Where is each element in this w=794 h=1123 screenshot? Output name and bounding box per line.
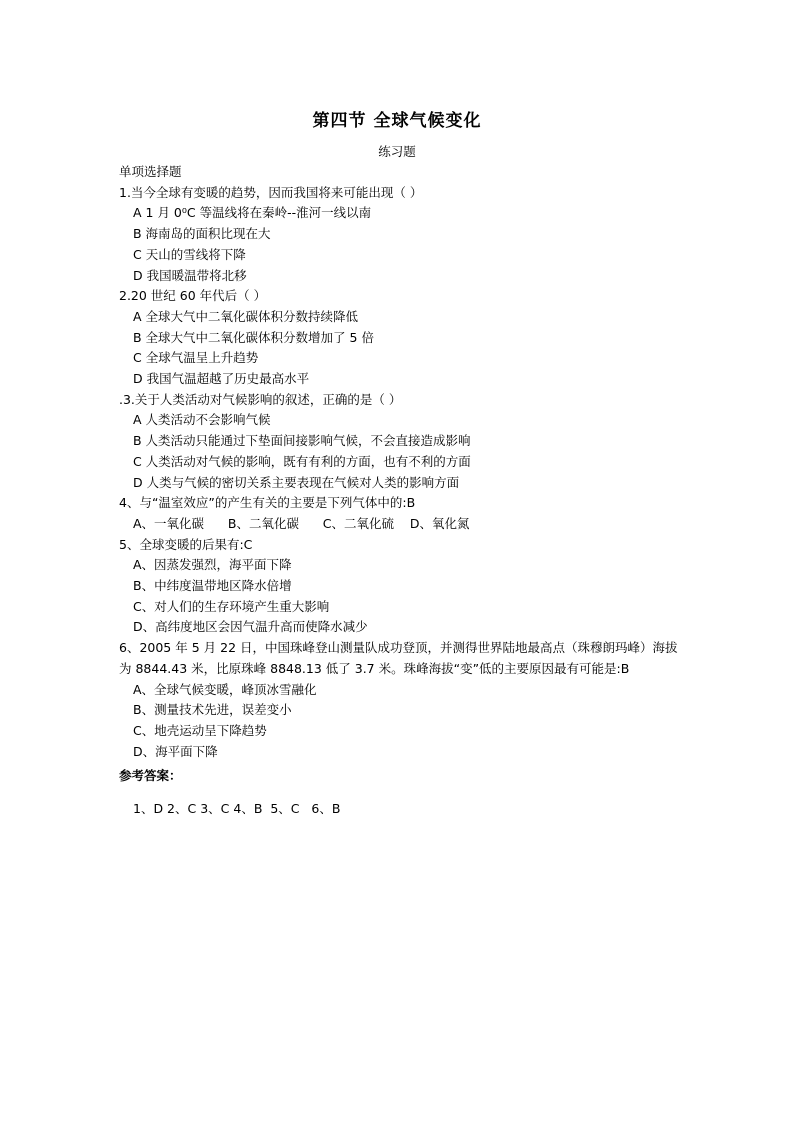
question-option: A 1 月 0⁰C 等温线将在秦岭--淮河一线以南 <box>133 205 372 221</box>
question-option: A 人类活动不会影响气候 <box>133 412 271 428</box>
question-option: C 天山的雪线将下降 <box>133 246 246 262</box>
question-stem: 5、全球变暖的后果有:C <box>119 536 253 552</box>
question-option: D 我国暖温带将北移 <box>133 267 247 283</box>
page-title: 第四节 全球气候变化 <box>312 111 482 131</box>
question-option: D、海平面下降 <box>133 743 218 759</box>
question-stem: .3.关于人类活动对气候影响的叙述，正确的是（ ） <box>119 391 402 407</box>
answers-heading: 参考答案： <box>119 768 182 784</box>
question-4 <box>119 493 689 534</box>
question-option: D、高纬度地区会因气温升高而使降水减少 <box>133 619 368 635</box>
question-option: B 全球大气中二氧化碳体积分数增加了 5 倍 <box>133 329 374 345</box>
section-heading: 单项选择题 <box>119 164 182 179</box>
question-option: C 人类活动对气候的影响，既有有利的方面，也有不利的方面 <box>133 453 471 469</box>
question-2 <box>119 286 689 390</box>
exercise-content <box>119 162 689 820</box>
question-3 <box>119 390 689 494</box>
question-option: B 海南岛的面积比现在大 <box>133 226 271 242</box>
question-option: C、对人们的生存环境产生重大影响 <box>133 598 330 614</box>
page-subtitle: 练习题 <box>378 144 416 159</box>
question-option: A、因蒸发强烈，海平面下降 <box>133 557 292 573</box>
question-stem: 2.20 世纪 60 年代后（ ） <box>119 288 267 304</box>
question-option: A 全球大气中二氧化碳体积分数持续降低 <box>133 308 359 324</box>
question-option: A、全球气候变暖，峰顶冰雪融化 <box>133 681 317 697</box>
question-stem: 6、2005 年 5 月 22 日，中国珠峰登山测量队成功登顶，并测得世界陆地最高点（珠穆朗玛峰）海拔为 8844.43 米，比原珠峰 8848.13 低了 3.7 米。珠峰海拔“变”低的主要原因最有可能是:B <box>119 640 678 676</box>
question-stem: 4、与“温室效应”的产生有关的主要是下列气体中的:B <box>119 495 416 511</box>
question-option: D 我国气温超越了历史最高水平 <box>133 371 310 387</box>
question-option: D 人类与气候的密切关系主要表现在气候对人类的影响方面 <box>133 474 460 490</box>
question-options-inline: A、一氧化碳 B、二氧化碳 C、二氧化硫 D、氧化氮 <box>133 515 470 531</box>
question-5 <box>119 535 689 639</box>
question-6 <box>119 638 689 762</box>
question-option: B、测量技术先进，误差变小 <box>133 702 292 718</box>
question-option: B 人类活动只能通过下垫面间接影响气候，不会直接造成影响 <box>133 433 471 449</box>
answer-key: 1、D 2、C 3、C 4、B 5、C 6、B <box>133 801 341 817</box>
question-stem: 1.当今全球有变暖的趋势，因而我国将来可能出现（ ） <box>119 184 423 200</box>
question-option: C 全球气温呈上升趋势 <box>133 350 259 366</box>
question-option: C、地壳运动呈下降趋势 <box>133 722 267 738</box>
question-option: B、中纬度温带地区降水倍增 <box>133 578 292 594</box>
question-1 <box>119 183 689 287</box>
